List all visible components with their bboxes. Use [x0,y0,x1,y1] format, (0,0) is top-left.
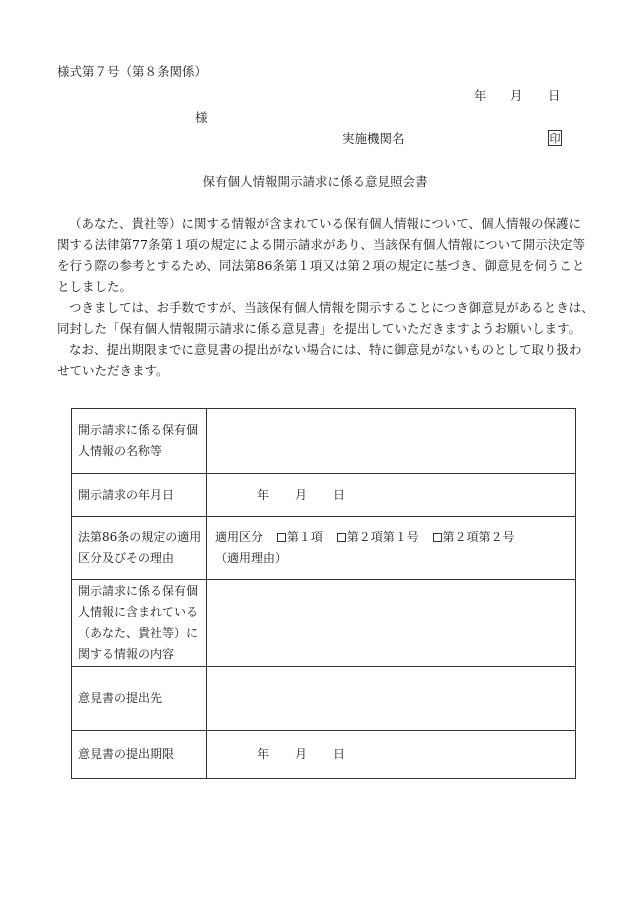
label-line: （あなた、貴社等）に [78,626,199,640]
reason-label: （適用理由） [215,551,288,565]
table-row [72,667,576,731]
value-request-date [207,474,576,517]
deadline-day: 日 [333,747,346,761]
label-line: 人情報の名称等 [78,444,163,458]
paragraph-3 [57,339,587,381]
category-line [215,527,575,548]
paragraph-1 [57,213,587,297]
addressee-honorific: 様 [195,110,208,125]
value-contained-information [207,580,576,667]
label-line: 区分及びその理由 [78,551,175,565]
table-row [72,580,576,667]
table-row [72,731,576,779]
paragraph-line: 同封した「保有個人情報開示請求に係る意見書」を提出していただきますようお願いします。 [57,321,582,336]
label-line: 開示請求に係る保有個 [78,584,199,598]
value-submission-deadline [207,731,576,779]
date-month: 月 [510,88,523,103]
table-row [72,517,576,580]
paragraph-line: を行う際の参考とするため、同法第86条第１項又は第２項の規定に基づき、御意見を伺うこと [57,258,585,273]
document-title: 保有個人情報開示請求に係る意見照会書 [202,174,428,189]
paragraph-2 [57,297,594,339]
label-contained-information [72,580,207,667]
paragraph-line: （あなた、貴社等）に関する情報が含まれている保有個人情報について、個人情報の保護に [69,216,582,231]
category-label: 適用区分 [215,530,264,544]
seal-box: 印 [549,132,561,145]
paragraph-line: としました。 [57,279,133,294]
option-paragraph-1: 第１項 [286,530,323,544]
deadline-year: 年 [257,747,270,761]
label-request-date: 開示請求の年月日 [72,474,207,517]
inquiry-info-table [71,408,576,779]
option-paragraph-2-item-2: 第２項第２号 [442,530,515,544]
value-submission-destination [207,667,576,731]
label-line: 人情報に含まれている [78,605,199,619]
label-article-86 [72,517,207,580]
request-date-year: 年 [257,487,270,502]
value-article-86 [207,517,576,580]
request-date-day: 日 [333,487,346,502]
paragraph-line: なお、提出期限までに意見書の提出がない場合には、特に御意見がないものとして取り扱わ [69,342,582,357]
label-submission-destination: 意見書の提出先 [72,667,207,731]
date-year: 年 [474,88,487,103]
checkbox-paragraph-1[interactable] [277,533,286,542]
label-line: 関する情報の内容 [78,647,175,661]
date-line [474,90,561,103]
table-row [72,474,576,517]
label-submission-deadline: 意見書の提出期限 [72,731,207,779]
paragraph-line: せていただきます。 [57,363,169,378]
table-row [72,409,576,474]
label-line: 開示請求に係る保有個 [78,423,199,437]
date-day: 日 [548,88,561,103]
paragraph-line: つきましては、お手数ですが、当該保有個人情報を開示することにつき御意見があるときは、 [69,300,594,315]
label-information-name [72,409,207,474]
deadline-month: 月 [295,747,308,761]
paragraph-line: 関する法律第77条第１項の規定による開示請求があり、当該保有個人情報について開示決定等 [57,237,586,252]
option-paragraph-2-item-1: 第２項第１号 [346,530,419,544]
label-line: 法第86条の規定の適用 [78,530,202,544]
checkbox-paragraph-2-item-1[interactable] [337,533,346,542]
form-number: 様式第７号（第８条関係） [57,64,208,79]
checkbox-paragraph-2-item-2[interactable] [433,533,442,542]
value-information-name [207,409,576,474]
request-date-month: 月 [295,487,308,502]
agency-name-label: 実施機関名 [342,131,405,146]
